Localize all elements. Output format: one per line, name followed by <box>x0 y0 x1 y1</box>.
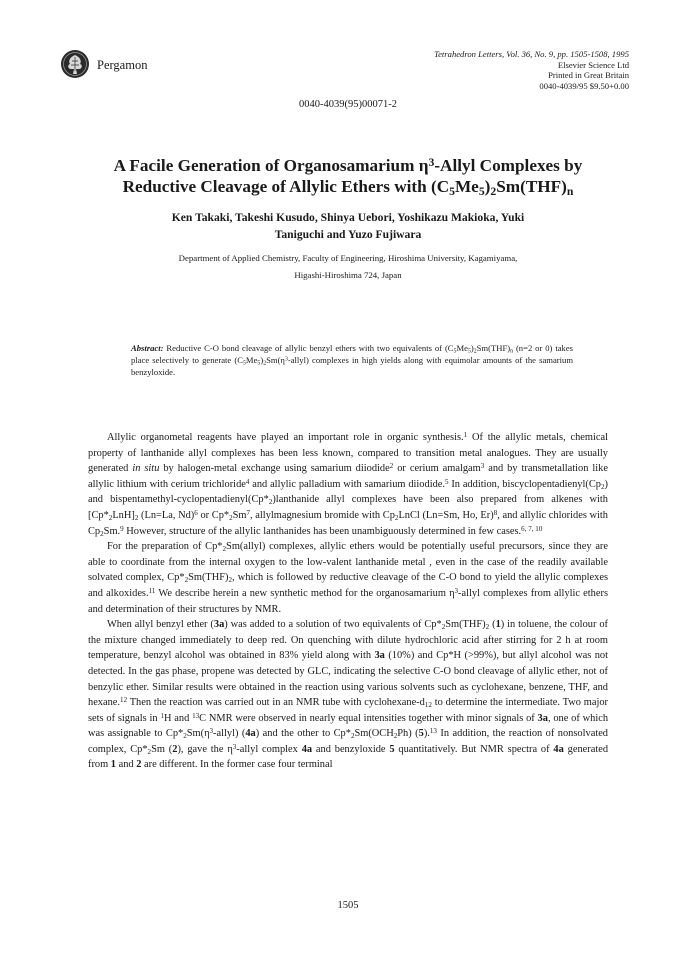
abstract: Abstract: Reductive C-O bond cleavage of allylic benzyl ethers with two equivalents of $(C_5Me_5)_2Sm(THF)_n$ (n=2 or 0) takes place selectively to generate $(C_5Me_5)_2Sm(\eta^3-allyl)$ complexes in high yields along with equimolar amounts of the samarium benzyloxide. <box>131 343 574 377</box>
publisher-name: Pergamon <box>97 58 148 72</box>
title-line-1: A Facile Generation of Organosamarium $\eta^3$-Allyl Complexes by <box>113 155 583 175</box>
journal-printed: Printed in Great Britain <box>548 70 629 81</box>
title-line-2: Reductive Cleavage of Allylic Ethers with $(C_5Me_5)_2Sm(THF)_n$ <box>122 177 574 198</box>
paragraph-3: When allyl benzyl ether (3a) was added to a solution of two equivalents of $Cp*_2Sm(THF)_2$ (1) in toluene, the colour of the mixture changed immediately to deep red. On quenching with dilute hydrochloric acid after stirring for 2 h at room temperature, benzyl alcohol was obtained in 83% yield along with 3a (10%) and Cp*H (>99%), but allyl alcohol was not detected. In the gas phase, propene was detected by GLC, indicating the selective C-O bond cleavage of allylic ether, not of benzylic ether. Similar results were obtained in the reaction using various solvents such as cyclohexane, benzene, THF, and hexane.$^{12}$ Then the reaction was carried out in an NMR tube with cyclohexane-$d_{12}$ to determine the intermediate. Two major sets of signals in $^1$H and $^{13}$C NMR were observed in nearly equal intensities together with minor signals of 3a, one of which was assignable to $Cp*_2Sm(\eta^3-allyl)$ (4a) and the other to $Cp*_2Sm(OCH_2Ph)$ (5).$^{13}$ In addition, the reaction of nonsolvated complex, $Cp*_2Sm$ (2), gave the $\eta^3$-allyl complex 4a and benzyloxide 5 quantitatively. But NMR spectra of 4a generated from 1 and 2 are different. In the former case four terminal <box>88 619 609 771</box>
doi: 0040-4039(95)00071-2 <box>299 99 397 110</box>
affiliation <box>40 250 656 284</box>
affiliation-line-1: Department of Applied Chemistry, Faculty of Engineering, Hiroshima University, Kagamiyama, <box>178 253 518 263</box>
paragraph-1: Allylic organometal reagents have played an important role in organic synthesis.$^1$ Of the allylic metals, chemical property of lanthanide allyl complexes has been less known, compared to transition metal analogues. They are usually generated in situ by halogen-metal exchange using samarium diiodide$^2$ or cerium amalgam$^3$ and by transmetallation like allylic lithium with cerium trichloride$^4$ and allylic palladium with samarium diiodide.$^5$ In addition, $biscyclopentadienyl(Cp_2)$ and bispentamethyl-$cyclopentadienyl(Cp*_2)lanthanide$ allyl complexes have been also prepared from alkenes with $[Cp*_2LnH]_2$ (Ln=La, Nd)$^6$ or $Cp*_2Sm^7$, allylmagnesium bromide with $Cp_2LnCl$ (Ln=Sm, Ho, Er)$^8$, and allylic chlorides with $Cp_2Sm.^9$ However, structure of the allylic lanthanides has been unambiguously determined in few cases.$^{6, 7, 10}$ <box>88 430 608 538</box>
page-number: 1505 <box>337 900 359 911</box>
journal-issn-price: 0040-4039/95 $9.50+0.00 <box>539 80 629 91</box>
journal-citation: Tetrahedron Letters, Vol. 36, No. 9, pp. 1505-1508, 1995 <box>434 49 629 59</box>
body-text <box>88 430 608 773</box>
journal-publisher: Elsevier Science Ltd <box>557 59 629 70</box>
authors-line-2: Taniguchi and Yuzo Fujiwara <box>274 228 422 241</box>
authors <box>40 209 656 243</box>
paper-title <box>40 155 656 197</box>
elsevier-tree-logo-icon <box>60 49 90 79</box>
affiliation-line-2: Higashi-Hiroshima 724, Japan <box>294 270 402 280</box>
paragraph-2: For the preparation of $Cp*_2Sm(allyl)$ complexes, allylic ethers would be potentially useful precursors, since they are able to coordinate from the internal oxygen to the low-valent lanthanide metal , even in the case of the readily available solvated complex, $Cp*_2Sm(THF)_2$, which is followed by reductive cleavage of the C-O bond to yield the allylic complexes and alkoxides.$^{11}$ We describe herein a new synthetic method for the organosamarium $\eta^3$-allyl complexes from allylic ethers and determination of their structures by NMR. <box>88 541 609 615</box>
authors-line-1: Ken Takaki, Takeshi Kusudo, Shinya Uebori, Yoshikazu Makioka, Yuki <box>171 211 525 224</box>
abstract-label: Abstract: <box>131 343 164 353</box>
journal-info <box>434 49 629 91</box>
